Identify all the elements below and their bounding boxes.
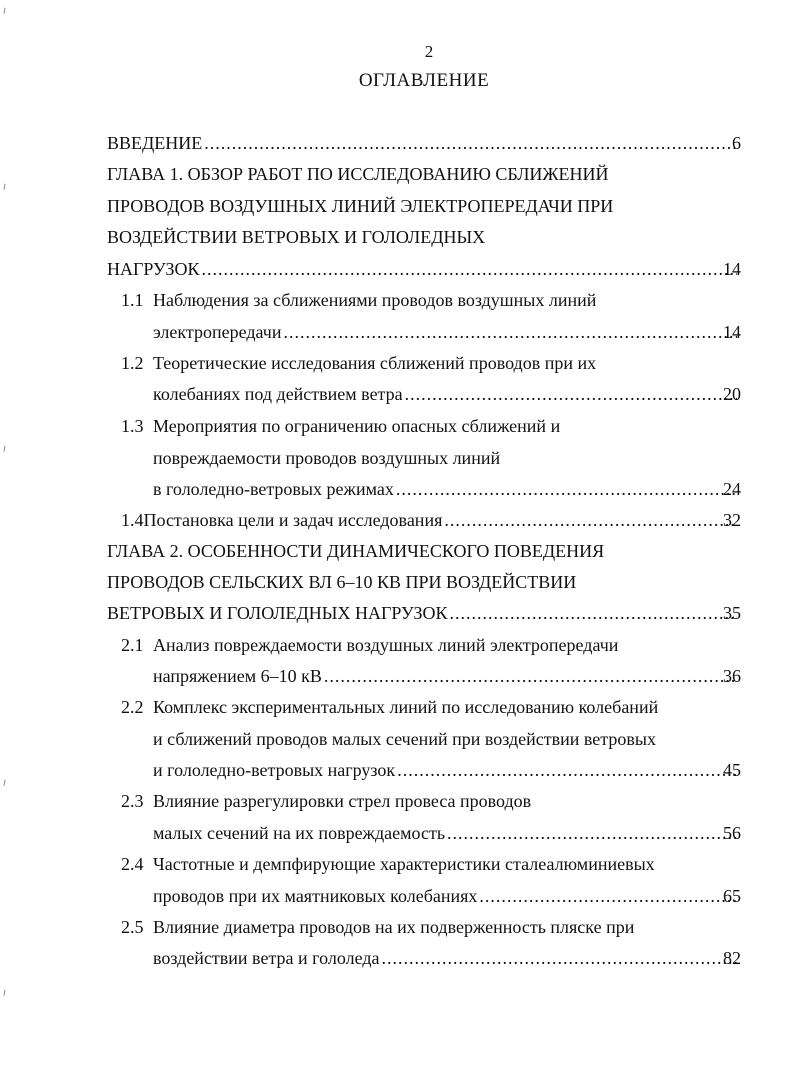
toc-entry-title: Теоретические исследования сближений проводов при их	[153, 353, 597, 373]
toc-section-1-3	[153, 443, 741, 473]
toc-section-2-5	[121, 912, 741, 942]
toc-section-1-4	[121, 505, 741, 535]
toc-section-number: 1.4	[121, 510, 144, 530]
toc-section-1-1	[153, 317, 741, 347]
toc-entry-title: напряжением 6–10 кВ	[153, 666, 322, 686]
toc-entry-title: проводов при их маятниковых колебаниях	[153, 886, 478, 906]
toc-entry-title: и гололедно-ветровых нагрузок	[153, 760, 396, 780]
toc-section-2-2	[153, 755, 741, 785]
toc-leader	[449, 598, 737, 628]
toc-page-number: 24	[723, 479, 741, 499]
toc-leader	[324, 661, 737, 691]
toc-page-number: 82	[723, 948, 741, 968]
toc-entry-title: ВЕТРОВЫХ И ГОЛОЛЕДНЫХ НАГРУЗОК	[107, 603, 448, 623]
toc-section-1-1	[121, 285, 741, 315]
toc-entry-title: Частотные и демпфирующие характеристики сталеалюминиевых	[153, 854, 655, 874]
scan-mark	[4, 8, 9, 15]
toc-chapter-1-line	[107, 159, 741, 189]
toc-leader	[397, 755, 737, 785]
toc-chapter-2-line	[107, 598, 741, 628]
toc-entry-title: ГЛАВА 2. ОСОБЕННОСТИ ДИНАМИЧЕСКОГО ПОВЕДЕНИЯ	[107, 541, 605, 561]
toc-section-2-4	[153, 881, 741, 911]
toc-entry-title: ВВЕДЕНИЕ	[107, 133, 203, 153]
toc-entry-title: Наблюдения за сближениями проводов воздушных линий	[153, 290, 597, 310]
toc-chapter-2-line	[107, 536, 741, 566]
toc-section-1-3	[153, 474, 741, 504]
toc-entry-title: Постановка цели и задач исследования	[143, 510, 443, 530]
page-number: 2	[424, 42, 434, 61]
toc-section-2-1	[153, 661, 741, 691]
toc-page-number: 35	[723, 603, 741, 623]
toc-leader	[447, 818, 737, 848]
toc-leader	[444, 505, 737, 535]
scan-mark	[4, 780, 9, 787]
toc-section-2-3	[121, 786, 741, 816]
toc-section-2-5	[153, 943, 741, 973]
toc-section-2-4	[121, 849, 741, 879]
toc-section-1-2	[121, 348, 741, 378]
toc-entry-title: ВОЗДЕЙСТВИИ ВЕТРОВЫХ И ГОЛОЛЕДНЫХ	[107, 227, 486, 247]
toc-page-number: 14	[723, 322, 741, 342]
toc-section-2-1	[121, 630, 741, 660]
toc-section-number: 2.5	[121, 917, 144, 937]
page-title: ОГЛАВЛЕНИЕ	[358, 70, 490, 91]
toc-leader	[479, 881, 737, 911]
toc-entry-title: Влияние разрегулировки стрел провеса проводов	[153, 791, 532, 811]
toc-leader	[405, 379, 737, 409]
toc-entry-title: Мероприятия по ограничению опасных сближений и	[153, 416, 561, 436]
toc-page-number: 56	[723, 823, 741, 843]
toc-entry-title: воздействии ветра и гололеда	[153, 948, 380, 968]
toc-section-1-2	[153, 379, 741, 409]
toc-leader	[396, 474, 737, 504]
toc-entry-title: Анализ повреждаемости воздушных линий электропередачи	[153, 635, 619, 655]
toc-leader	[283, 317, 737, 347]
toc-chapter-1-line	[107, 191, 741, 221]
toc-entry-title: повреждаемости проводов воздушных линий	[153, 448, 501, 468]
toc-section-2-3	[153, 818, 741, 848]
toc-entry-title: ПРОВОДОВ СЕЛЬСКИХ ВЛ 6–10 КВ ПРИ ВОЗДЕЙСТВИИ	[107, 572, 577, 592]
toc-page-number: 6	[732, 133, 741, 153]
scan-mark	[4, 990, 9, 997]
toc-leader	[202, 254, 738, 284]
toc-section-number: 2.4	[121, 854, 144, 874]
toc-entry-title: Комплекс экспериментальных линий по исследованию колебаний	[153, 697, 659, 717]
toc-section-1-3	[121, 411, 741, 441]
toc-page-number: 45	[723, 760, 741, 780]
toc-section-number: 2.2	[121, 697, 144, 717]
toc-section-2-2	[153, 724, 741, 754]
toc-entry-title: малых сечений на их повреждаемость	[153, 823, 446, 843]
toc-page-number: 36	[723, 666, 741, 686]
toc-page-number: 20	[723, 384, 741, 404]
toc-entry-title: ГЛАВА 1. ОБЗОР РАБОТ ПО ИССЛЕДОВАНИЮ СБЛИЖЕНИЙ	[107, 164, 609, 184]
toc-page-number: 65	[723, 886, 741, 906]
toc-entry-intro	[107, 128, 741, 158]
scan-mark	[4, 184, 9, 191]
toc-section-number: 1.1	[121, 290, 144, 310]
toc-entry-title: Влияние диаметра проводов на их подверженность пляске при	[153, 917, 635, 937]
toc-page-number: 14	[723, 259, 741, 279]
toc-section-number: 2.1	[121, 635, 144, 655]
toc-section-number: 2.3	[121, 791, 144, 811]
toc-entry-title: НАГРУЗОК	[107, 259, 200, 279]
toc-section-number: 1.3	[121, 416, 144, 436]
toc-leader	[204, 128, 737, 158]
toc-entry-title: электропередачи	[153, 322, 282, 342]
toc-entry-title: колебаниях под действием ветра	[153, 384, 403, 404]
toc-entry-title: ПРОВОДОВ ВОЗДУШНЫХ ЛИНИЙ ЭЛЕКТРОПЕРЕДАЧИ ПРИ	[107, 196, 614, 216]
toc-leader	[381, 943, 737, 973]
toc-chapter-1-line	[107, 222, 741, 252]
toc-section-2-2	[121, 692, 741, 722]
toc-page-number: 32	[723, 510, 741, 530]
scan-mark	[4, 446, 9, 453]
toc-section-number: 1.2	[121, 353, 144, 373]
toc-entry-title: в гололедно-ветровых режимах	[153, 479, 394, 499]
toc-chapter-1-line	[107, 254, 741, 284]
toc-entry-title: и сближений проводов малых сечений при воздействии ветровых	[153, 729, 656, 749]
toc-chapter-2-line	[107, 567, 741, 597]
